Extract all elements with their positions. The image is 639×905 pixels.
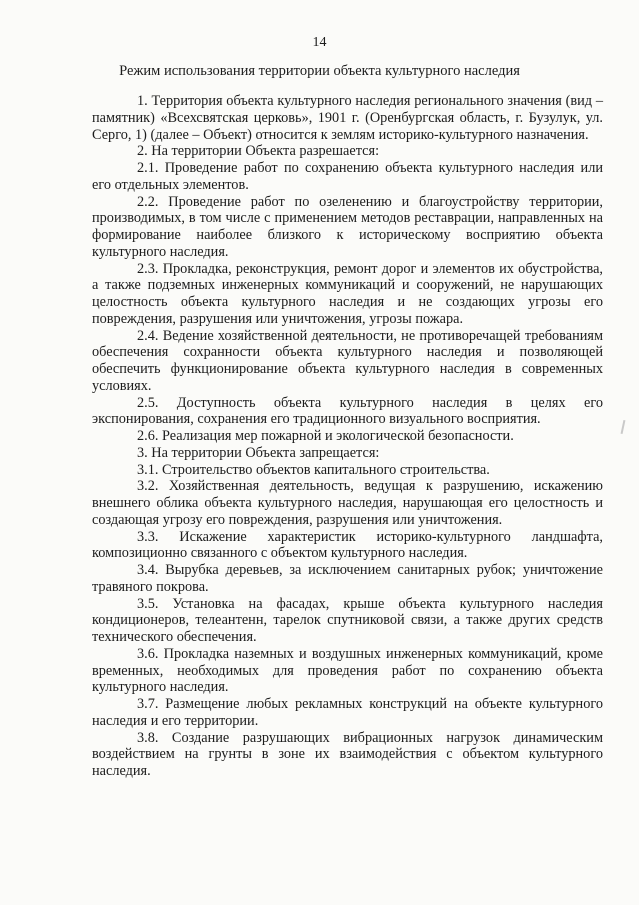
scan-margin-mark <box>621 420 626 434</box>
paragraph-3-6: 3.6. Прокладка наземных и воздушных инженерных коммуникаций, кроме временных, необходимых для проведения работ по сохранению объекта культурного наследия. <box>92 645 603 696</box>
paragraph-1: 1. Территория объекта культурного наследия регионального значения (вид – памятник) «Всехсвятская церковь», 1901 г. (Оренбургская область, г. Бузулук, ул. Серго, 1) (далее – Объект) относится к землям историко-культурного назначения. <box>92 93 603 143</box>
paragraph-3-3: 3.3. Искажение характеристик историко-культурного ландшафта, композиционно связанного с объектом культурного наследия. <box>92 528 603 562</box>
document-body <box>92 93 603 780</box>
paragraph-3-1: 3.1. Строительство объектов капитального строительства. <box>137 461 490 478</box>
paragraph-2-3: 2.3. Прокладка, реконструкция, ремонт дорог и элементов их обустройства, а также подземных инженерных коммуникаций и сооружений, не нарушающих целостность объекта культурного наследия и не создающих угрозы его повреждения, разрушения или уничтожения, угрозы пожара. <box>92 260 603 327</box>
paragraph-2-1: 2.1. Проведение работ по сохранению объекта культурного наследия или его отдельных элементов. <box>92 160 603 193</box>
paragraph-3-4: 3.4. Вырубка деревьев, за исключением санитарных рубок; уничтожение травяного покрова. <box>92 562 603 595</box>
paragraph-2-2: 2.2. Проведение работ по озеленению и благоустройству территории, производимых, в том числе с применением методов реставрации, направленных на формирование наиболее близкого к историческому восприятию объекта культурного наследия. <box>92 193 603 260</box>
paragraph-3: 3. На территории Объекта запрещается: <box>137 444 380 461</box>
paragraph-2-6: 2.6. Реализация мер пожарной и экологической безопасности. <box>137 428 514 444</box>
paragraph-3-7: 3.7. Размещение любых рекламных конструкций на объекте культурного наследия и его территории. <box>92 696 603 729</box>
paragraph-3-2: 3.2. Хозяйственная деятельность, ведущая к разрушению, искажению внешнего облика объекта культурного наследия, нарушающая его целостность и создающая угрозу его повреждения, разрушения или уничтожения. <box>92 478 603 528</box>
paragraph-2: 2. На территории Объекта разрешается: <box>137 143 380 160</box>
document-title: Режим использования территории объекта культурного наследия <box>119 63 520 79</box>
paragraph-3-8: 3.8. Создание разрушающих вибрационных нагрузок динамическим воздействием на грунты в зоне их взаимодействия с объектом культурного наследия. <box>92 729 603 779</box>
page-number: 14 <box>312 35 327 50</box>
paragraph-3-5: 3.5. Установка на фасадах, крыше объекта культурного наследия кондиционеров, телеантенн, тарелок спутниковой связи, а также других средств технического обеспечения. <box>92 595 603 645</box>
paragraph-2-4: 2.4. Ведение хозяйственной деятельности, не противоречащей требованиям обеспечения сохранности объекта культурного наследия и позволяющей обеспечить функционирование объекта культурного наследия в современных условиях. <box>92 327 603 394</box>
paragraph-2-5: 2.5. Доступность объекта культурного наследия в целях его экспонирования, сохранения его традиционного визуального восприятия. <box>92 394 603 428</box>
